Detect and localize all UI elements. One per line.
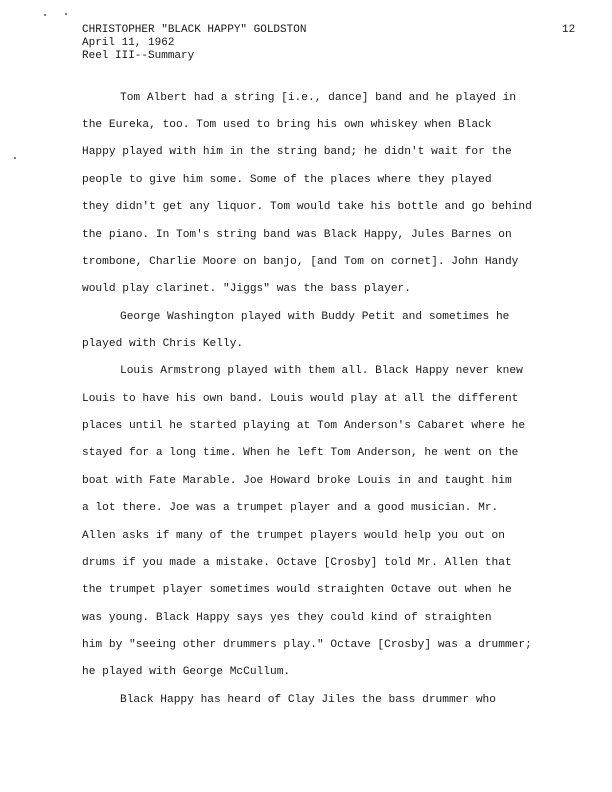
text-line: was young. Black Happy says yes they could kind of straighten bbox=[82, 612, 492, 624]
header-reel: Reel III--Summary bbox=[82, 50, 195, 62]
text-line: Allen asks if many of the trumpet players would help you out on bbox=[82, 530, 505, 542]
text-line: Louis Armstrong played with them all. Black Happy never knew bbox=[120, 365, 523, 377]
text-line: trombone, Charlie Moore on banjo, [and Tom on cornet]. John Handy bbox=[82, 256, 519, 268]
text-line: the trumpet player sometimes would straighten Octave out when he bbox=[82, 584, 512, 596]
text-line: Louis to have his own band. Louis would play at all the different bbox=[82, 393, 519, 405]
text-line: the piano. In Tom's string band was Black Happy, Jules Barnes on bbox=[82, 229, 512, 241]
header-date: April 11, 1962 bbox=[82, 37, 175, 49]
scan-speck bbox=[14, 157, 16, 159]
text-line: stayed for a long time. When he left Tom Anderson, he went on the bbox=[82, 447, 519, 459]
text-line: they didn't get any liquor. Tom would take his bottle and go behind bbox=[82, 201, 532, 213]
text-line: Tom Albert had a string [i.e., dance] band and he played in bbox=[120, 92, 517, 104]
scan-speck bbox=[65, 13, 67, 15]
text-line: drums if you made a mistake. Octave [Crosby] told Mr. Allen that bbox=[82, 557, 512, 569]
text-line: the Eureka, too. Tom used to bring his own whiskey when Black bbox=[82, 119, 492, 131]
text-line: played with Chris Kelly. bbox=[82, 338, 244, 350]
text-line: George Washington played with Buddy Petit and sometimes he bbox=[120, 311, 510, 323]
text-line: a lot there. Joe was a trumpet player and a good musician. Mr. bbox=[82, 502, 499, 514]
text-line: Happy played with him in the string band; he didn't wait for the bbox=[82, 146, 512, 158]
text-line: places until he started playing at Tom Anderson's Cabaret where he bbox=[82, 420, 526, 432]
text-line: him by "seeing other drummers play." Octave [Crosby] was a drummer; bbox=[82, 639, 532, 651]
text-line: people to give him some. Some of the places where they played bbox=[82, 174, 492, 186]
text-line: would play clarinet. "Jiggs" was the bass player. bbox=[82, 283, 411, 295]
text-line: Black Happy has heard of Clay Jiles the bass drummer who bbox=[120, 694, 496, 706]
text-line: boat with Fate Marable. Joe Howard broke Louis in and taught him bbox=[82, 475, 512, 487]
page-number: 12 bbox=[562, 24, 576, 36]
scan-speck bbox=[44, 14, 46, 16]
header-title: CHRISTOPHER "BLACK HAPPY" GOLDSTON bbox=[82, 24, 307, 36]
text-line: he played with George McCullum. bbox=[82, 666, 291, 678]
